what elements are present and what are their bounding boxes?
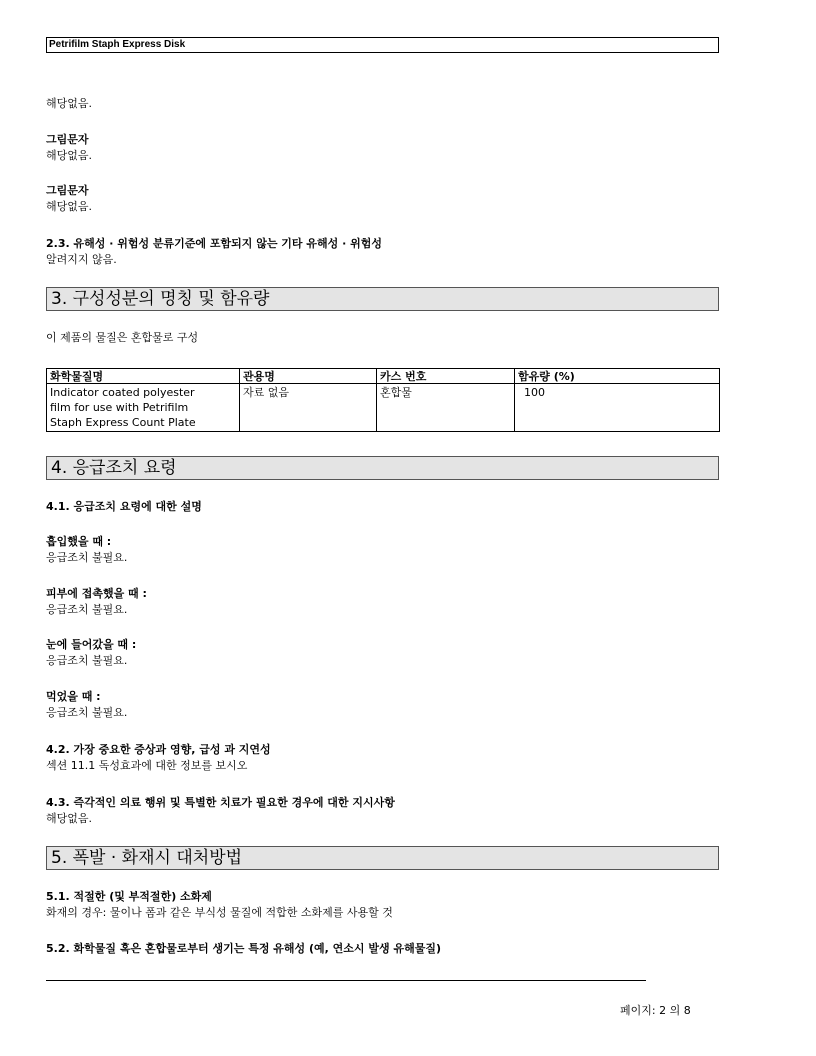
pictogram-heading-2: 그림문자 — [46, 184, 89, 197]
subsection-5-1-value: 화재의 경우: 물이나 폼과 같은 부식성 물질에 적합한 소화제를 사용할 것 — [46, 906, 393, 919]
inhalation-heading: 흡입했을 때 : — [46, 535, 112, 548]
cell-common-name: 자료 없음 — [240, 384, 377, 432]
column-header-common-name: 관용명 — [240, 369, 377, 384]
section-5-title: 5. 폭발 · 화재시 대처방법 — [46, 846, 719, 870]
cell-content-value: 100 — [524, 386, 545, 399]
ingestion-value: 응급조치 불필요. — [46, 706, 128, 719]
subsection-4-3-heading: 4.3. 즉각적인 의료 행위 및 특별한 치료가 필요한 경우에 대한 지시사항 — [46, 796, 395, 809]
table-header-row — [47, 369, 720, 384]
subsection-4-1-heading: 4.1. 응급조치 요령에 대한 설명 — [46, 500, 202, 513]
composition-table — [46, 368, 720, 432]
section-3-intro: 이 제품의 물질은 혼합물로 구성 — [46, 331, 199, 344]
skin-contact-value: 응급조치 불필요. — [46, 603, 128, 616]
eye-contact-value: 응급조치 불필요. — [46, 654, 128, 667]
subsection-2-3-value: 알려지지 않음. — [46, 253, 117, 266]
column-header-content: 함유량 (%) — [515, 369, 720, 384]
page-number: 페이지: 2 의 8 — [620, 1004, 691, 1017]
subsection-4-2-heading: 4.2. 가장 중요한 증상과 영향, 급성 과 지연성 — [46, 743, 271, 756]
prev-section-text: 해당없음. — [46, 97, 93, 110]
cell-cas-number: 혼합물 — [377, 384, 515, 432]
subsection-5-1-heading: 5.1. 적절한 (및 부적절한) 소화제 — [46, 890, 212, 903]
skin-contact-heading: 피부에 접촉했을 때 : — [46, 587, 147, 600]
subsection-4-3-value: 해당없음. — [46, 812, 93, 825]
cell-line: film for use with Petrifilm — [50, 401, 189, 414]
eye-contact-heading: 눈에 들어갔을 때 : — [46, 638, 137, 651]
section-3-title: 3. 구성성분의 명칭 및 함유량 — [46, 287, 719, 311]
cell-content — [515, 384, 720, 432]
column-header-chemical-name: 화학물질명 — [47, 369, 240, 384]
cell-line: Indicator coated polyester — [50, 386, 195, 399]
pictogram-value-2: 해당없음. — [46, 200, 93, 213]
subsection-4-2-value: 섹션 11.1 독성효과에 대한 정보를 보시오 — [46, 759, 248, 772]
document-header: Petrifilm Staph Express Disk — [46, 37, 719, 53]
cell-chemical-name — [47, 384, 240, 432]
footer-divider — [46, 980, 646, 981]
column-header-cas-number: 카스 번호 — [377, 369, 515, 384]
section-4-title: 4. 응급조치 요령 — [46, 456, 719, 480]
inhalation-value: 응급조치 불필요. — [46, 551, 128, 564]
subsection-2-3-heading: 2.3. 유해성 · 위험성 분류기준에 포함되지 않는 기타 유해성 · 위험성 — [46, 237, 382, 250]
subsection-5-2-heading: 5.2. 화학물질 혹은 혼합물로부터 생기는 특정 유해성 (예, 연소시 발생 유해물질) — [46, 942, 441, 955]
table-row — [47, 384, 720, 432]
cell-line: Staph Express Count Plate — [50, 416, 196, 429]
pictogram-heading-1: 그림문자 — [46, 133, 89, 146]
pictogram-value-1: 해당없음. — [46, 149, 93, 162]
ingestion-heading: 먹었을 때 : — [46, 690, 101, 703]
